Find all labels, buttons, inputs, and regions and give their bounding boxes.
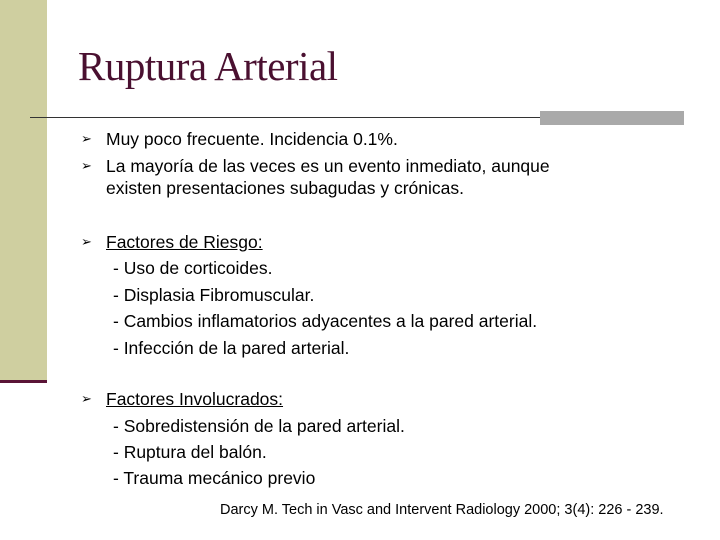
arrow-right-icon: ➢ xyxy=(81,158,92,173)
sub-item: - Trauma mecánico previo xyxy=(113,468,316,488)
bullet-heading-involved-factors: Factores Involucrados: xyxy=(106,389,284,409)
bullet-continuation: existen presentaciones subagudas y crónicas. xyxy=(106,178,464,198)
sub-item: - Ruptura del balón. xyxy=(113,442,267,462)
sub-item: - Displasia Fibromuscular. xyxy=(113,285,315,305)
sub-item: - Infección de la pared arterial. xyxy=(113,338,350,358)
decorative-side-bar xyxy=(0,0,47,383)
bullet-heading-risk-factors: Factores de Riesgo: xyxy=(106,232,263,252)
side-bar-edge xyxy=(0,380,47,383)
arrow-right-icon: ➢ xyxy=(81,391,92,406)
citation: Darcy M. Tech in Vasc and Intervent Radiology 2000; 3(4): 226 - 239. xyxy=(220,502,664,518)
sub-item: - Uso de corticoides. xyxy=(113,258,273,278)
arrow-right-icon: ➢ xyxy=(81,131,92,146)
slide-title: Ruptura Arterial xyxy=(78,43,338,89)
arrow-right-icon: ➢ xyxy=(81,234,92,249)
bullet-text: La mayoría de las veces es un evento inmediato, aunque xyxy=(106,156,550,176)
bullet-text: Muy poco frecuente. Incidencia 0.1%. xyxy=(106,129,398,149)
sub-item: - Cambios inflamatorios adyacentes a la pared arterial. xyxy=(113,311,538,331)
title-divider-accent xyxy=(540,111,684,125)
sub-item: - Sobredistensión de la pared arterial. xyxy=(113,416,405,436)
